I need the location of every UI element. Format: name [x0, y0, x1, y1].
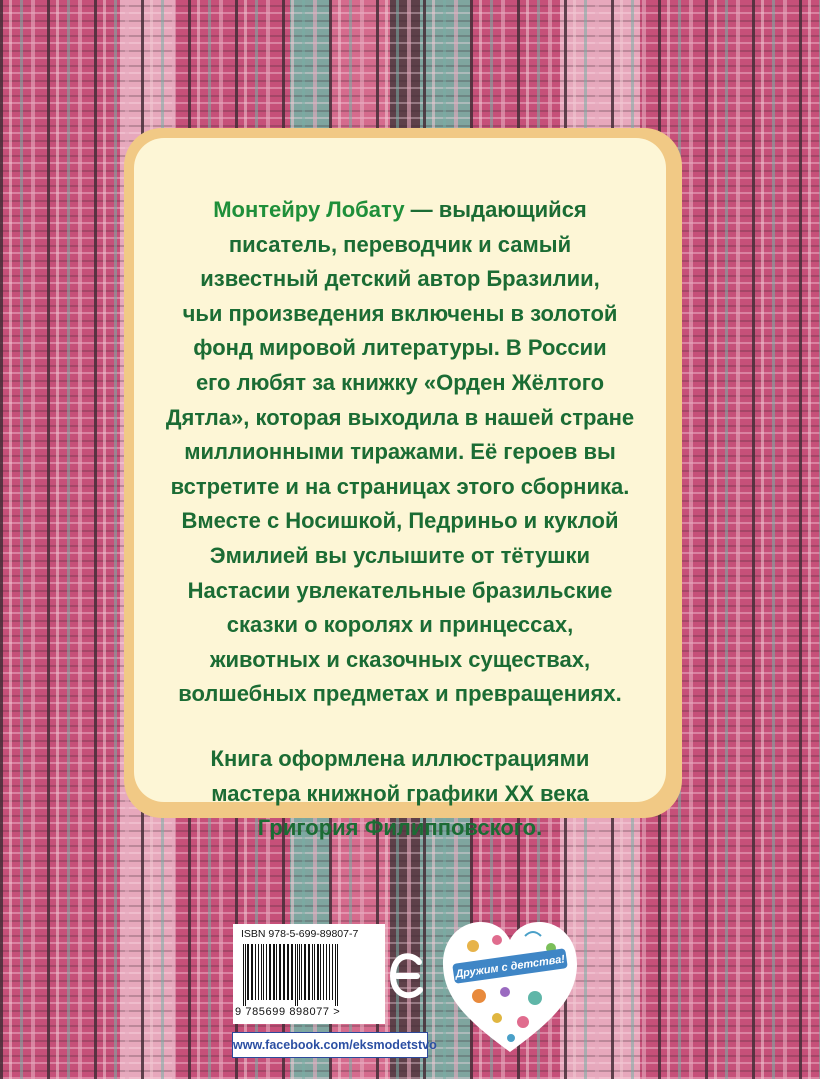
barcode-bar: [245, 944, 246, 1006]
paragraph-gap: [148, 712, 652, 742]
author-name: Монтейру Лобату: [213, 197, 405, 222]
description-line: Вместе с Носишкой, Педриньо и куклой: [181, 508, 619, 534]
barcode-bar: [323, 944, 324, 1000]
description-line: животных и сказочных существах,: [209, 646, 591, 672]
flower-icon: [492, 935, 502, 945]
barcode-bar: [335, 944, 336, 1006]
facebook-url-bar[interactable]: [232, 1032, 437, 1058]
barcode-bar: [291, 944, 293, 1000]
barcode-bar: [299, 944, 300, 1000]
barcode-bar: [261, 944, 262, 1000]
heart-icon: [517, 1016, 529, 1028]
description-line: Эмилией вы услышите от тётушки: [209, 542, 591, 568]
barcode-bar: [326, 944, 327, 1000]
barcode-bar: [337, 944, 338, 1006]
heart-shape: [443, 922, 577, 1052]
illustration-note-line: мастера книжной графики XX века: [211, 780, 589, 806]
description-line: волшебных предметах и превращениях.: [178, 681, 622, 707]
description-line: Дятла», которая выходила в нашей стране: [165, 404, 635, 430]
barcode-bar: [287, 944, 289, 1000]
barcode-bar: [243, 944, 244, 1006]
illustration-note-line: Григория Филипповского.: [257, 815, 543, 841]
barcode-bar: [332, 944, 333, 1000]
barcode-bar: [279, 944, 281, 1000]
description-line: фонд мировой литературы. В России: [193, 335, 607, 361]
barcode-bar: [317, 944, 319, 1000]
description-line-text: — выдающийся: [404, 197, 587, 222]
barcode-bar: [329, 944, 330, 1000]
barcode-bar: [251, 944, 253, 1000]
barcode-bar: [255, 944, 256, 1000]
barcode-bar: [297, 944, 298, 1006]
balloon-icon: [472, 989, 486, 1003]
barcode-bar: [247, 944, 249, 1000]
barcode-bar: [266, 944, 267, 1000]
description-line: [148, 193, 652, 228]
description-line: встретите и на страницах этого сборника.: [170, 473, 630, 499]
description-line: чьи произведения включены в золотой: [182, 300, 618, 326]
barcode-bar: [312, 944, 313, 1000]
description-line: писатель, переводчик и самый: [228, 231, 572, 257]
barcode-bar: [301, 944, 302, 1000]
description-panel-inner: [134, 138, 666, 841]
star-icon: [492, 1013, 502, 1023]
barcode-bar: [263, 944, 264, 1000]
barcode-bar: [308, 944, 310, 1000]
barcode: [239, 944, 379, 1006]
butterfly-icon: [500, 987, 510, 997]
description-line: его любят за книжку «Орден Жёлтого: [195, 369, 605, 395]
illustration-note-line: Книга оформлена иллюстрациями: [210, 745, 590, 771]
facebook-url[interactable]: www.facebook.com/eksmodetstvo: [233, 1038, 437, 1052]
flower-icon: [528, 991, 542, 1005]
barcode-bar: [269, 944, 271, 1000]
drop-icon: [507, 1034, 515, 1042]
description-line: сказки о королях и принцессах,: [226, 612, 574, 638]
barcode-bar: [283, 944, 285, 1000]
barcode-bar: [320, 944, 321, 1000]
barcode-bar: [304, 944, 306, 1000]
description-text: [134, 193, 666, 846]
isbn-label: ISBN 978-5-699-89807-7: [241, 928, 359, 940]
description-panel: [124, 128, 682, 841]
barcode-bar: [276, 944, 277, 1000]
barcode-bar: [295, 944, 296, 1006]
heart-badge: [439, 918, 581, 1058]
badge-text: Дружим с детства!: [454, 953, 566, 981]
eksmo-logo-icon: [389, 950, 425, 1002]
barcode-bar: [258, 944, 259, 1000]
barcode-box: [233, 924, 385, 1024]
description-line: Настасии увлекательные бразильские: [187, 577, 613, 603]
description-line: миллионными тиражами. Её героев вы: [184, 439, 616, 465]
barcode-bar: [314, 944, 315, 1000]
barcode-bar: [273, 944, 275, 1000]
description-line: известный детский автор Бразилии,: [200, 266, 600, 292]
sun-icon: [467, 940, 479, 952]
barcode-digits: 9 785699 898077 >: [235, 1006, 341, 1018]
